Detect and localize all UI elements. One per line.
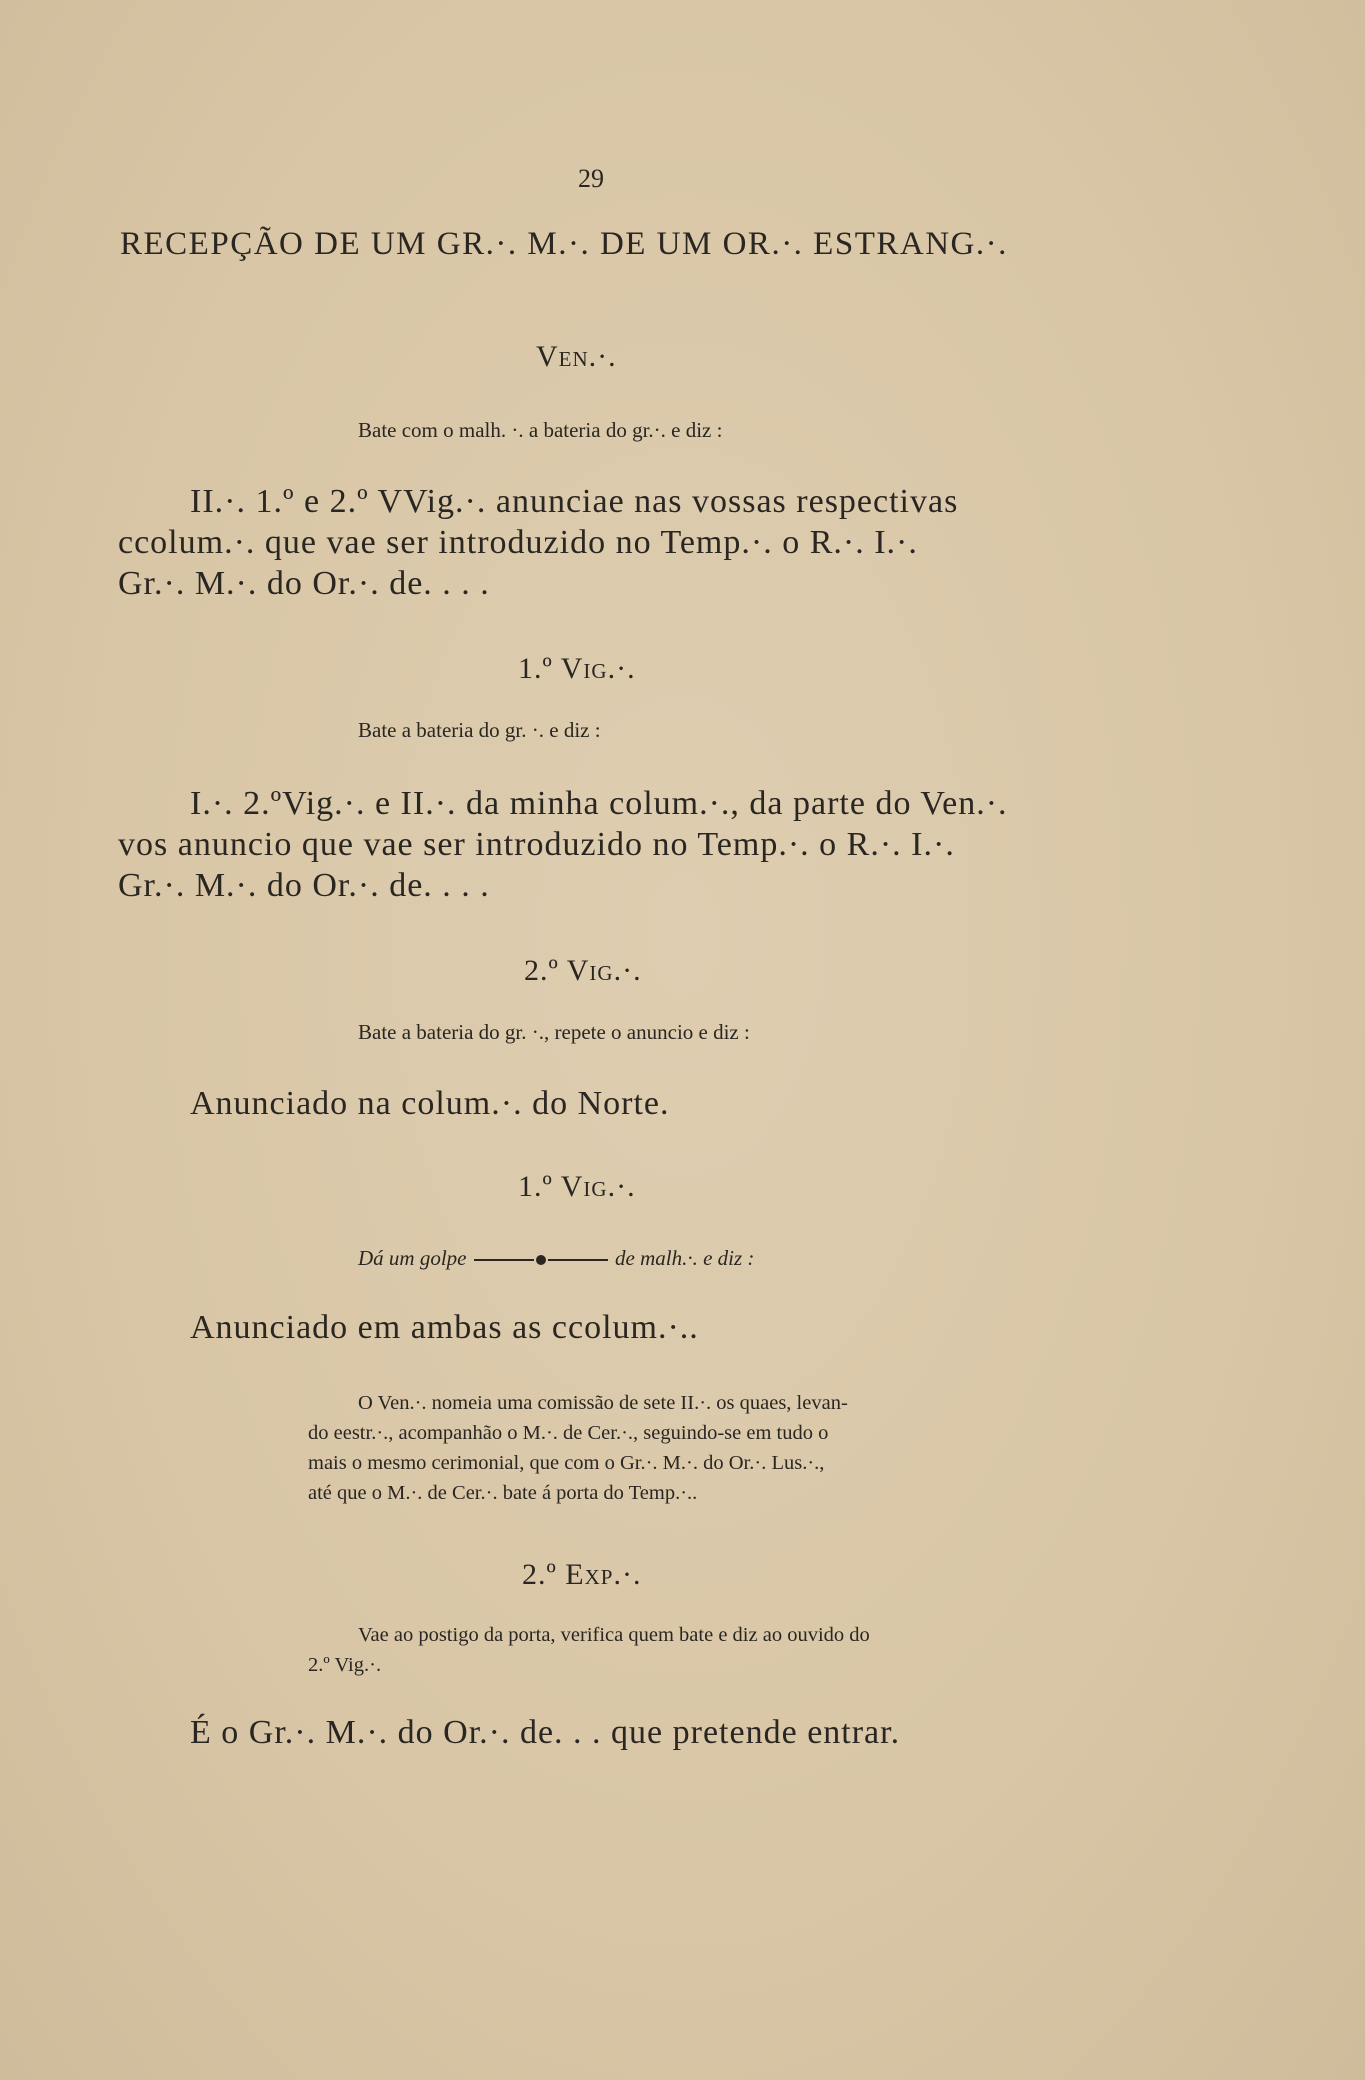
stage-direction: Bate com o malh. ·. a bateria do gr.·. e diz : bbox=[358, 418, 723, 442]
text-line: Gr.·. M.·. do Or.·. de. . . . bbox=[118, 867, 490, 904]
paragraph-line: do eestr.·., acompanhão o M.·. de Cer.·., seguindo-se em tudo o bbox=[308, 1422, 829, 1444]
mallet-blow-mark bbox=[536, 1255, 546, 1265]
rule-line bbox=[474, 1259, 534, 1261]
paragraph-line: mais o mesmo cerimonial, que com o Gr.·. M.·. do Or.·. Lus.·., bbox=[308, 1452, 825, 1474]
stage-direction bbox=[308, 1620, 870, 1680]
text-line: I.·. 2.ºVig.·. e II.·. da minha colum.·., da parte do Ven.·. bbox=[190, 785, 1008, 822]
paragraph-line: Vae ao postigo da porta, verifica quem bate e diz ao ouvido do bbox=[358, 1624, 870, 1646]
text-line: Gr.·. M.·. do Or.·. de. . . . bbox=[118, 565, 490, 602]
text-line: Anunciado na colum.·. do Norte. bbox=[190, 1085, 670, 1122]
speaker-2-vig: 2.º Vig.·. bbox=[524, 954, 642, 987]
speaker-ven: Ven.·. bbox=[536, 340, 617, 373]
stage-direction: Dá um golpe de malh.·. e diz : bbox=[358, 1246, 755, 1270]
text-line: É o Gr.·. M.·. do Or.·. de. . . que pretende entrar. bbox=[190, 1714, 901, 1751]
paragraph-line: O Ven.·. nomeia uma comissão de sete II.·. os quaes, levan- bbox=[358, 1392, 848, 1414]
speaker-1-vig: 1.º Vig.·. bbox=[518, 652, 636, 685]
text-line: II.·. 1.º e 2.º VVig.·. anunciae nas vossas respectivas bbox=[190, 483, 959, 520]
paragraph-line: 2.º Vig.·. bbox=[308, 1654, 382, 1676]
page-number: 29 bbox=[578, 164, 604, 193]
text-line: vos anuncio que vae ser introduzido no Temp.·. o R.·. I.·. bbox=[118, 826, 955, 863]
text-line: ccolum.·. que vae ser introduzido no Temp.·. o R.·. I.·. bbox=[118, 524, 918, 561]
speaker-2-exp: 2.º Exp.·. bbox=[522, 1558, 642, 1591]
page-title: RECEPÇÃO DE UM GR.·. M.·. DE UM OR.·. ESTRANG.·. bbox=[120, 226, 1008, 262]
text-line: Anunciado em ambas as ccolum.·.. bbox=[190, 1309, 699, 1346]
stage-direction: Bate a bateria do gr. ·., repete o anuncio e diz : bbox=[358, 1020, 750, 1044]
rule-line bbox=[548, 1259, 608, 1261]
narrative-paragraph bbox=[308, 1388, 848, 1508]
speaker-1-vig: 1.º Vig.·. bbox=[518, 1170, 636, 1203]
stage-direction: Bate a bateria do gr. ·. e diz : bbox=[358, 718, 601, 742]
paragraph-line: até que o M.·. de Cer.·. bate á porta do Temp.·.. bbox=[308, 1482, 698, 1504]
